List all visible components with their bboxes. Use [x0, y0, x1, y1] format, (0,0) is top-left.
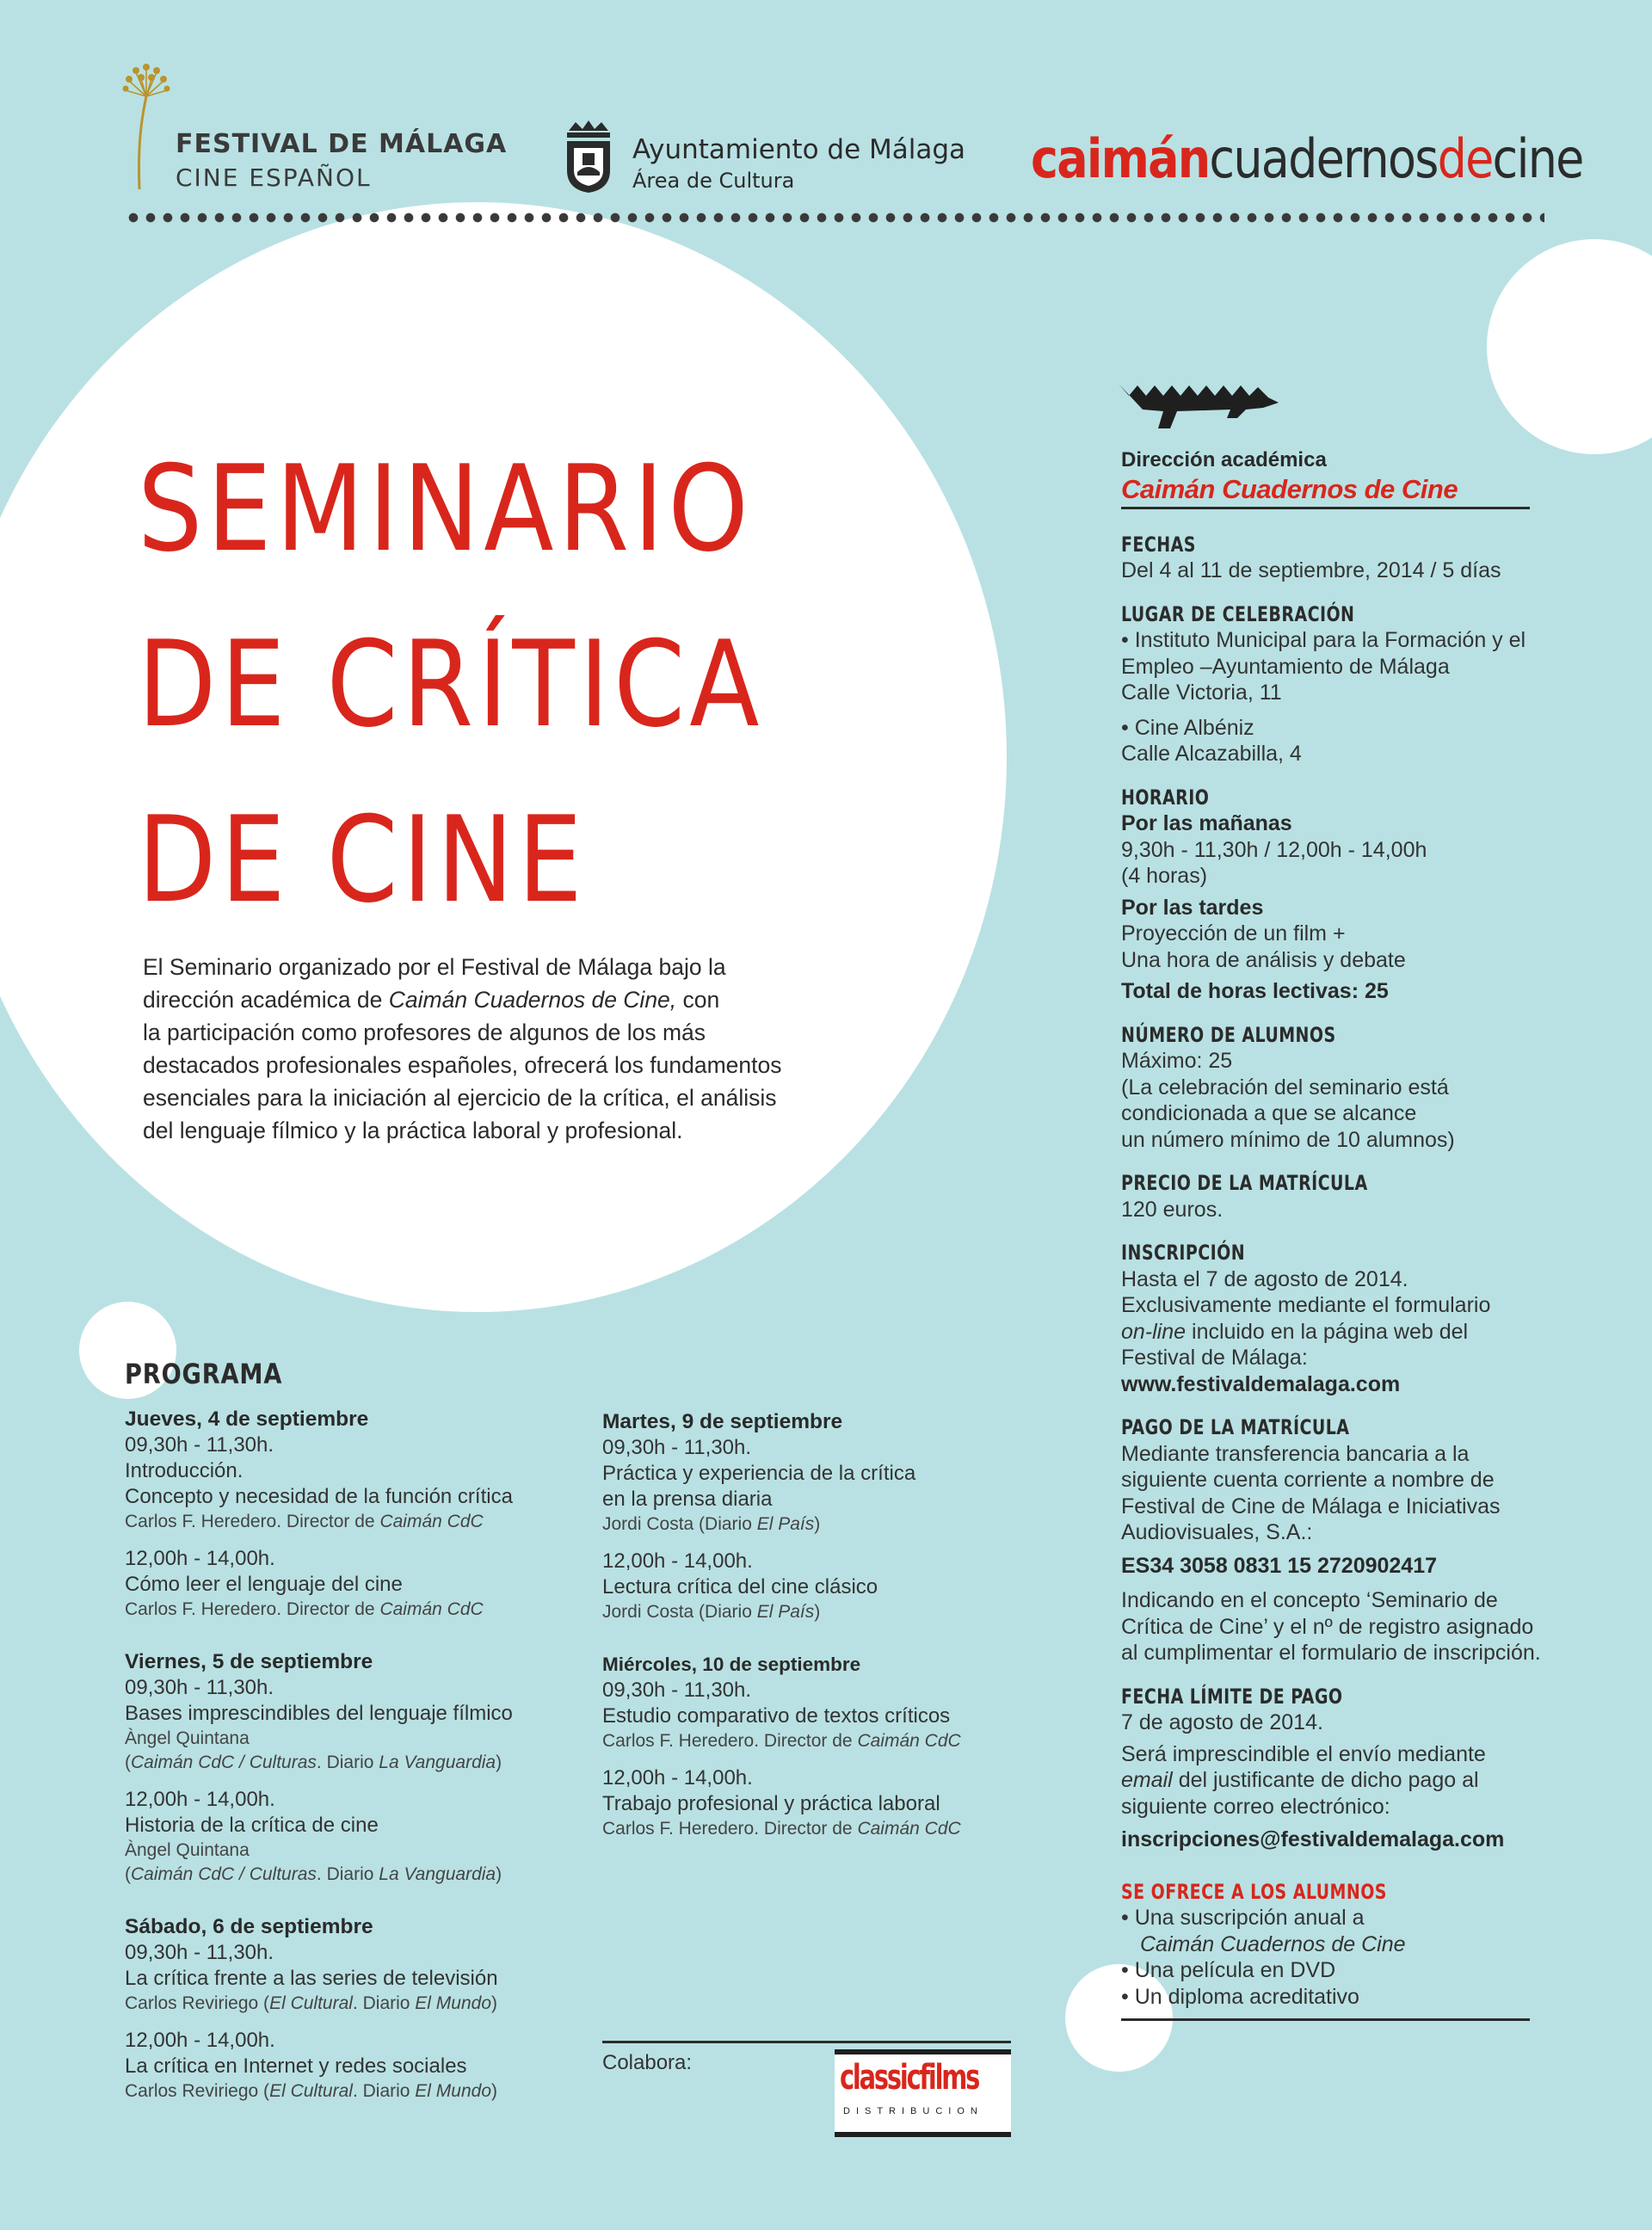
- limite-line: [1121, 1767, 1569, 1794]
- speaker-text: Carlos F. Heredero. Director de: [602, 1731, 858, 1751]
- lugar-line: Calle Victoria, 11: [1121, 681, 1282, 705]
- dotted-divider: [125, 212, 1544, 224]
- info-sidebar: [1121, 447, 1569, 2038]
- day-heading: Miércoles, 10 de septiembre: [602, 1654, 861, 1675]
- day-heading: Sábado, 6 de septiembre: [125, 1915, 373, 1938]
- title-line2: DE CRÍTICA: [138, 615, 764, 754]
- affiliation-emphasis: Caimán CdC / Culturas: [131, 1864, 317, 1884]
- speaker-text: Jordi Costa (Diario: [602, 1514, 757, 1534]
- session-time: 12,00h - 14,00h.: [602, 1766, 753, 1790]
- speaker-text: Jordi Costa (Diario: [602, 1602, 757, 1622]
- day-heading: Martes, 9 de septiembre: [602, 1410, 843, 1433]
- affiliation-emphasis: La Vanguardia: [379, 1753, 496, 1772]
- inscripcion-line: Hasta el 7 de agosto de 2014.: [1121, 1266, 1409, 1291]
- direccion-rule: [1121, 507, 1530, 509]
- ofrece-item: • Una suscripción anual a: [1121, 1906, 1365, 1930]
- affiliation-text: ): [496, 1864, 502, 1884]
- caiman-logo: [1031, 127, 1583, 190]
- fechas-heading: FECHAS: [1121, 532, 1196, 557]
- intro-line: esenciales para la iniciación al ejercicio de la crítica, el análisis: [143, 1085, 777, 1111]
- session: [125, 1787, 607, 1887]
- ofrece-item-continued: Caimán Cuadernos de Cine: [1140, 1931, 1406, 1956]
- festival-logo-line1: FESTIVAL DE MÁLAGA: [176, 129, 508, 159]
- speaker-text: Carlos F. Heredero. Director de: [602, 1819, 858, 1839]
- inscripcion-text: incluido en la página web del: [1186, 1319, 1469, 1344]
- speaker-text: Carlos Reviriego (: [125, 1993, 270, 2013]
- limite-line: siguiente correo electrónico:: [1121, 1794, 1390, 1819]
- intro-line: [143, 983, 866, 1016]
- caiman-logo-part1: caimán: [1031, 127, 1210, 190]
- lugar-heading: LUGAR DE CELEBRACIÓN: [1121, 601, 1355, 626]
- speaker-text: ): [814, 1602, 821, 1622]
- classicfilms-logo: [835, 2049, 1011, 2137]
- session-title: Introducción.: [125, 1459, 243, 1482]
- session-speaker: [125, 1598, 607, 1622]
- fechas-text: Del 4 al 11 de septiembre, 2014 / 5 días: [1121, 558, 1501, 582]
- speaker-text: ): [491, 1993, 498, 2013]
- pago-line: al cumplimentar el formulario de inscripción.: [1121, 1641, 1541, 1665]
- speaker-emphasis: El País: [756, 1514, 815, 1534]
- ayuntamiento-line1: Ayuntamiento de Málaga: [632, 134, 966, 165]
- programa-heading: PROGRAMA: [125, 1358, 283, 1390]
- day-block-jueves: [125, 1407, 607, 1622]
- crocodile-icon: [1117, 379, 1280, 439]
- limite-line: 7 de agosto de 2014.: [1121, 1710, 1323, 1734]
- session: [125, 1675, 607, 1775]
- speaker-text: ): [814, 1514, 821, 1534]
- horario-line: Proyección de un film +: [1121, 921, 1346, 946]
- horario-line: (4 horas): [1121, 864, 1208, 888]
- session-speaker: [602, 1600, 1050, 1624]
- day-block-martes: [602, 1409, 1050, 1624]
- ofrece-heading: SE OFRECE A LOS ALUMNOS: [1121, 1879, 1387, 1904]
- session-speaker: [125, 2079, 607, 2104]
- session-title: Trabajo profesional y práctica laboral: [602, 1792, 940, 1815]
- session-title: Concepto y necesidad de la función crítica: [125, 1485, 513, 1508]
- session-speaker: [602, 1512, 1050, 1537]
- inscripcion-line: Festival de Málaga:: [1121, 1346, 1308, 1370]
- session: [125, 1546, 607, 1622]
- session-time: 09,30h - 11,30h.: [125, 1941, 274, 1964]
- direccion-label: Dirección académica: [1121, 448, 1327, 471]
- session: [602, 1765, 1050, 1841]
- festival-logo: [120, 60, 508, 198]
- speaker-emphasis: El Mundo: [415, 1993, 492, 2013]
- affiliation-text: . Diario: [316, 1753, 379, 1772]
- caiman-logo-part4: cine: [1492, 127, 1583, 190]
- bank-account: ES34 3058 0831 15 2720902417: [1121, 1553, 1438, 1578]
- speaker-emphasis: El País: [756, 1602, 815, 1622]
- session: [125, 1432, 607, 1534]
- day-block-miercoles: [602, 1652, 1050, 1841]
- direccion-value: Caimán Cuadernos de Cine: [1121, 473, 1458, 504]
- affiliation-text: (: [125, 1753, 131, 1772]
- speaker-emphasis: El Cultural: [269, 2081, 353, 2101]
- horario-total: Total de horas lectivas: 25: [1121, 979, 1389, 1003]
- lugar-line: • Instituto Municipal para la Formación y el: [1121, 628, 1526, 652]
- speaker-emphasis: Caimán CdC: [379, 1599, 484, 1619]
- caiman-logo-part2: cuadernos: [1209, 127, 1438, 190]
- classicfilms-logo-line2: DISTRIBUCION: [843, 2106, 983, 2116]
- affiliation-emphasis: Caimán CdC / Culturas: [131, 1753, 317, 1772]
- pago-line: Festival de Cine de Málaga e Iniciativas: [1121, 1494, 1501, 1518]
- title-line1: SEMINARIO: [138, 440, 754, 578]
- speaker-text: . Diario: [352, 2081, 416, 2101]
- city-shield-icon: [564, 119, 613, 194]
- speaker-emphasis: Caimán CdC: [857, 1731, 961, 1751]
- lugar-line: • Cine Albéniz: [1121, 715, 1254, 740]
- session-time: 12,00h - 14,00h.: [125, 1547, 275, 1570]
- speaker-text: Carlos F. Heredero. Director de: [125, 1512, 380, 1531]
- alumnos-line: Máximo: 25: [1121, 1049, 1233, 1073]
- affiliation-text: ): [496, 1753, 502, 1772]
- horario-heading: HORARIO: [1121, 785, 1210, 810]
- session: [602, 1435, 1050, 1537]
- session-title: en la prensa diaria: [602, 1488, 773, 1511]
- speaker-text: Carlos F. Heredero. Director de: [125, 1599, 380, 1619]
- session: [602, 1549, 1050, 1624]
- session-speaker: Àngel Quintana: [125, 1728, 250, 1748]
- colabora-label: Colabora:: [602, 2051, 693, 2074]
- horario-line: Una hora de análisis y debate: [1121, 947, 1406, 972]
- session: [602, 1678, 1050, 1753]
- inscripcion-line: Exclusivamente mediante el formulario: [1121, 1293, 1491, 1317]
- ofrece-item: • Un diploma acreditativo: [1121, 1984, 1359, 2009]
- caiman-logo-part3: de: [1437, 127, 1493, 190]
- horario-line: 9,30h - 11,30h / 12,00h - 14,00h: [1121, 837, 1427, 862]
- session-speaker: [602, 1729, 1050, 1753]
- title-line3: DE CINE: [138, 791, 587, 929]
- inscripcion-line: [1121, 1319, 1569, 1346]
- ayuntamiento-logo: [564, 119, 1011, 196]
- alumnos-line: (La celebración del seminario está: [1121, 1075, 1449, 1100]
- colabora-rule: [602, 2041, 1011, 2043]
- session-title: Cómo leer el lenguaje del cine: [125, 1573, 403, 1596]
- intro-line: la participación como profesores de algunos de los más: [143, 1020, 706, 1045]
- intro-paragraph: [143, 951, 866, 1147]
- speaker-emphasis: Caimán CdC: [379, 1512, 484, 1531]
- session-speaker: [125, 1510, 607, 1534]
- festival-website-link[interactable]: www.festivaldemalaga.com: [1121, 1371, 1401, 1396]
- session-title: Práctica y experiencia de la crítica: [602, 1462, 916, 1485]
- ayuntamiento-line2: Área de Cultura: [632, 169, 795, 193]
- inscripcion-heading: INSCRIPCIÓN: [1121, 1241, 1246, 1265]
- session: [125, 1940, 607, 2016]
- session-time: 09,30h - 11,30h.: [125, 1676, 274, 1699]
- precio-text: 120 euros.: [1121, 1197, 1224, 1222]
- session-speaker: [602, 1817, 1050, 1841]
- limite-text: del justificante de dicho pago al: [1172, 1768, 1479, 1792]
- session-title: La crítica frente a las series de televisión: [125, 1967, 498, 1990]
- intro-emphasis: Caimán Cuadernos de Cine,: [388, 987, 677, 1013]
- ofrece-rule: [1121, 2018, 1530, 2021]
- day-block-sabado: [125, 1914, 607, 2104]
- flower-icon: [120, 60, 172, 198]
- pago-line: Indicando en el concepto ‘Seminario de: [1121, 1588, 1498, 1612]
- seminar-title: [138, 422, 764, 948]
- horario-mornings-label: Por las mañanas: [1121, 811, 1292, 835]
- session-affiliation: [125, 1751, 607, 1775]
- top-right-circle: [1487, 239, 1652, 454]
- intro-text: con: [676, 987, 720, 1013]
- precio-heading: PRECIO DE LA MATRÍCULA: [1121, 1171, 1368, 1195]
- programa-column-left: [125, 1407, 607, 2116]
- lugar-line: Empleo –Ayuntamiento de Málaga: [1121, 654, 1450, 679]
- alumnos-heading: NÚMERO DE ALUMNOS: [1121, 1022, 1336, 1047]
- intro-line: El Seminario organizado por el Festival de Málaga bajo la: [143, 954, 726, 980]
- speaker-emphasis: El Mundo: [415, 2081, 492, 2101]
- pago-line: Crítica de Cine’ y el nº de registro asignado: [1121, 1614, 1534, 1639]
- session-title: Bases imprescindibles del lenguaje fílmico: [125, 1702, 513, 1725]
- session-time: 12,00h - 14,00h.: [125, 1788, 275, 1811]
- session-title: Estudio comparativo de textos críticos: [602, 1704, 951, 1728]
- session-title: Historia de la crítica de cine: [125, 1814, 379, 1837]
- affiliation-emphasis: La Vanguardia: [379, 1864, 496, 1884]
- intro-line: destacados profesionales españoles, ofrecerá los fundamentos: [143, 1052, 782, 1078]
- inscripciones-email-link[interactable]: inscripciones@festivaldemalaga.com: [1121, 1827, 1505, 1851]
- session-time: 12,00h - 14,00h.: [125, 2029, 275, 2052]
- session-time: 09,30h - 11,30h.: [602, 1436, 752, 1459]
- alumnos-line: un número mínimo de 10 alumnos): [1121, 1127, 1455, 1152]
- speaker-emphasis: Caimán CdC: [857, 1819, 961, 1839]
- day-heading: Viernes, 5 de septiembre: [125, 1650, 373, 1673]
- festival-logo-line2: CINE ESPAÑOL: [176, 163, 372, 192]
- session-time: 09,30h - 11,30h.: [602, 1679, 752, 1702]
- session-time: 09,30h - 11,30h.: [125, 1433, 274, 1457]
- pago-line: Mediante transferencia bancaria a la: [1121, 1441, 1470, 1466]
- alumnos-line: condicionada a que se alcance: [1121, 1101, 1417, 1125]
- affiliation-text: (: [125, 1864, 131, 1884]
- affiliation-text: . Diario: [316, 1864, 379, 1884]
- pago-line: siguiente cuenta corriente a nombre de: [1121, 1468, 1495, 1492]
- speaker-text: . Diario: [352, 1993, 416, 2013]
- speaker-text: ): [491, 2081, 498, 2101]
- session-speaker: [125, 1992, 607, 2016]
- lugar-line: Calle Alcazabilla, 4: [1121, 742, 1302, 766]
- day-block-viernes: [125, 1649, 607, 1887]
- limite-emphasis: email: [1121, 1768, 1173, 1792]
- limite-heading: FECHA LÍMITE DE PAGO: [1121, 1684, 1343, 1709]
- intro-text: dirección académica de: [143, 987, 389, 1013]
- limite-line: Será imprescindible el envío mediante: [1121, 1741, 1486, 1766]
- ofrece-item: • Una película en DVD: [1121, 1958, 1336, 1982]
- session-affiliation: [125, 1863, 607, 1887]
- session-speaker: Àngel Quintana: [125, 1840, 250, 1860]
- pago-line: Audiovisuales, S.A.:: [1121, 1520, 1313, 1544]
- session-time: 12,00h - 14,00h.: [602, 1549, 753, 1573]
- programa-column-right: [602, 1409, 1050, 1853]
- session: [125, 2028, 607, 2104]
- speaker-emphasis: El Cultural: [269, 1993, 353, 2013]
- intro-line: del lenguaje fílmico y la práctica laboral y profesional.: [143, 1118, 683, 1143]
- session-title: Lectura crítica del cine clásico: [602, 1575, 878, 1599]
- day-heading: Jueves, 4 de septiembre: [125, 1408, 369, 1431]
- speaker-text: Carlos Reviriego (: [125, 2081, 270, 2101]
- classicfilms-logo-line1: classicfilms: [840, 2058, 979, 2098]
- session-title: La crítica en Internet y redes sociales: [125, 2054, 467, 2078]
- pago-heading: PAGO DE LA MATRÍCULA: [1121, 1415, 1350, 1439]
- horario-afternoons-label: Por las tardes: [1121, 895, 1264, 920]
- inscripcion-emphasis: on-line: [1121, 1319, 1187, 1344]
